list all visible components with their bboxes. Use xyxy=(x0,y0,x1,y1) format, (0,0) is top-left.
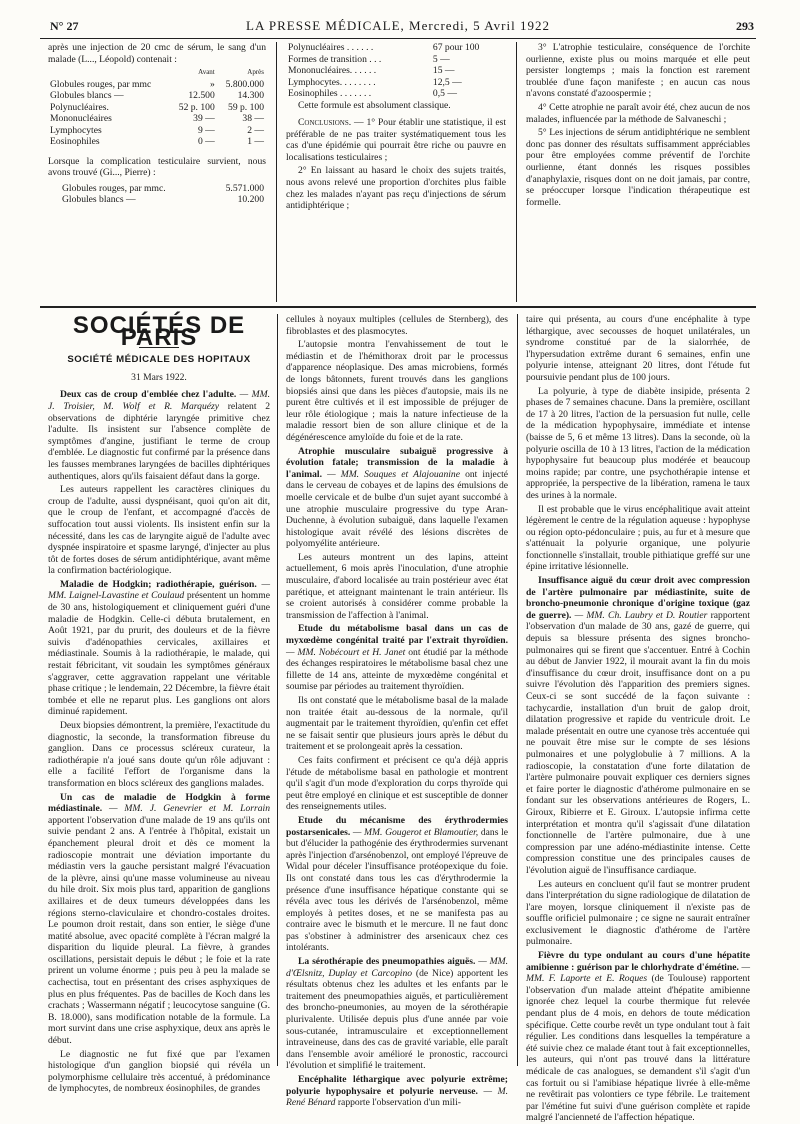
cell: Mononucléaires. . . . . . xyxy=(288,65,377,76)
society-name: SOCIÉTÉ MÉDICALE DES HOPITAUX xyxy=(67,354,251,366)
paragraph xyxy=(286,117,506,163)
table-row xyxy=(48,113,266,125)
cell: » xyxy=(209,78,215,90)
cell: Lymphocytes xyxy=(50,124,102,136)
paragraph: 2° En laissant au hasard le choix des sujets traités, nous avons relevé une proportion d'orchites plus faible chez les malades n'ayant pas reçu d'injections de sérum antidiphtérique ; xyxy=(286,165,506,212)
cell: Globules rouges, par mmc. xyxy=(62,182,166,194)
page-number: 293 xyxy=(736,19,754,33)
paragraph: La polyurie, à type de diabète insipide, présenta 2 phases de 7 semaines chacune. Dans la première, oscillant de 17 à 20 litres, l'action de la persuasion fut nulle, celle de la médication hypophysaire, immédiate et intense (baisse de 5, 6 et même 13 litres). Dans la seconde, où la polyurie oscilla de 10 à 13 litres, l'action de la médication hypophysaire fut beaucoup plus modérée et beaucoup moins rapide; par contre, une psychothérapie intense et appropriée, la perspective de la libération, ramena le taux des urines à la normale. xyxy=(526,385,750,501)
cell: 5 — xyxy=(432,53,450,65)
article-heading: La sérothérapie des pneumopathies aiguës. xyxy=(298,956,476,968)
cell: 12,5 — xyxy=(432,76,462,88)
issue-number: N° 27 xyxy=(50,19,79,33)
column-rule xyxy=(276,42,277,302)
table-row xyxy=(48,102,266,114)
authors: — M. René Bénard xyxy=(286,1085,508,1109)
paragraph: après une injection de 20 cmc de sérum, le sang d'un malade (L..., Léopold) contenait : xyxy=(48,42,266,65)
column-header: Après xyxy=(247,68,264,77)
text: présentent un homme de 30 ans, histologiquement et cliniquement guéri d'une maladie de Hodgkin. Celle-ci débuta brutalement, en Août 1921, par du prurit, des douleurs et de la fièvre suivis d'adénopathies cervicales, axillaires et médiastinale. Soumis à la radiothérapie, le malade, qui restait fébricitant, vit soudain les symptômes généraux s'aggraver, cette aggravation rappelant une véritable phase critique ; le lendemain, 22 Décembre, la fièvre était tombée et elle ne reparut plus. Les ganglions ont alors diminué rapidement. xyxy=(48,590,270,718)
article xyxy=(286,815,508,954)
text: rapportent l'observation d'un malade de 30 ans, gazé de guerre, qui depuis sa blessure présenta des signes broncho-pulmonaires qui se firent que s'accentuer. Entré à Cochin au début de Janvier 1922, il mourait avant la fin du mois d'insuffisance du cœur droit, insuffisance dont on a pu suivre l'évolution dès l'apparition des premiers signes. Ceux-ci se sont succédé de la façon suivante : tachycardie, installation d'un bruit de galop droit, dilatation progressive et rapide du ventricule droit. Le malade présentait en outre une cyanose très accentuée qui ne pouvait être mise sur le compte de ses lésions pulmonaires et une polyglobulie à 7 millions. A la radioscopie, la constatation d'une forte dilatation de l'artère pulmonaire pouvait expliquer ces derniers signes et faire porter le diagnostic d'athérome pulmonaire en se fondant sur les observations antérieures de Rogers, L. Giroux, Ribierre et E. Giroux. L'autopsie infirma cette interprétation et montra qu'il s'agissait d'une dilatation fonctionnelle de l'artère pulmonaire, due à une compression par une adéno-médiastinite intense. Cette compression constitue une des principales causes de l'évolution aiguë de l'insuffisance cardiaque. xyxy=(526,609,751,876)
masthead-title: LA PRESSE MÉDICALE, Mercredi, 5 Avril 1922 xyxy=(246,18,550,33)
cell: Globules blancs — xyxy=(62,194,136,206)
cell: Formes de transition . . . xyxy=(288,53,382,65)
paragraph: Les auteurs montrent un des lapins, atteint actuellement, 6 mois après l'inoculation, d'une atrophie musculaire, d'abord localisée au train postérieur avec état parétique, et atteignant maintenant le train antérieur. Ils se croient autorisés à considérer comme probable la transmission de l'affection à l'animal. xyxy=(286,551,508,621)
cell: 0 — xyxy=(197,136,215,148)
cell: 9 — xyxy=(197,124,215,136)
authors: — MM. Souques et Alajouanine xyxy=(321,468,460,480)
paragraph: Le diagnostic ne fut fixé que par l'examen histologique d'un ganglion biopsié qui révéla un polymorphisme cellulaire très accentué, à prédominance de lymphocytes, de nombreux éosinophiles, de grandes xyxy=(48,1048,270,1095)
cell: 52 p. 100 xyxy=(178,101,215,113)
paragraph: Les auteurs en concluent qu'il faut se montrer prudent dans l'interprétation du signe radiologique de dilatation de l'are moyen, lorsque cliniquement il n'existe pas de souffle orificiel pulmonaire ; ce signe ne saurait entraîner exclusivement le diagnostic d'athérome de l'artère pulmonaire. xyxy=(526,878,750,948)
authors: — MM. F. Laporte et E. Roques xyxy=(526,961,750,985)
section-title: SOCIÉTÉS DE PARIS xyxy=(72,312,246,351)
cell: 12.500 xyxy=(188,90,215,102)
blood-count-table xyxy=(48,67,266,148)
table-row xyxy=(286,42,506,54)
blood-count-table-2 xyxy=(48,183,266,206)
article-heading: Un cas de maladie de Hodgkin à forme médiastinale. xyxy=(48,791,270,815)
column-header: Avant xyxy=(198,68,215,77)
table-row xyxy=(286,54,506,66)
paragraph: Deux biopsies démontrent, la première, l'exactitude du diagnostic, la seconde, la transformation fibreuse du ganglion. Dans ce processus scléreux curateur, la radiothérapie n'a joué sans doute qu'un rôle adjuvant : elle a facilité l'effort de l'organisme dans la transformation en blocs scléreux des ganglions malades. xyxy=(48,720,270,789)
table-row xyxy=(48,183,266,195)
text: — 1° Pour établir une statistique, il est préférable de ne pas traiter systématiquement tous les cas d'une épidémie qui pourrait être riche ou pauvre en localisations testiculaires ; xyxy=(286,117,506,163)
paragraph: taire qui présenta, au cours d'une encéphalite à type léthargique, avec secousses de hoquet unilatérales, un syndrome constitué par de la sialorrhée, de l'hypersudation extrême durant 6 semaines, enfin une polyurie intense, atteignant 20 litres, dont l'étude fut poursuivie pendant plus de 100 jours. xyxy=(526,314,750,383)
paragraph: Cette formule est absolument classique. xyxy=(298,99,451,111)
formula-table xyxy=(286,42,506,100)
cell: Polynucléaires . . . . . . xyxy=(288,42,374,53)
page-header xyxy=(40,16,756,39)
cell: 10.200 xyxy=(237,194,264,206)
article xyxy=(286,956,508,1072)
paragraph: Lorsque la complication testiculaire survient, nous avons trouvé (Gi..., Pierre) : xyxy=(48,155,266,179)
authors: — MM. Laignel-Lavastine et Coulaud xyxy=(48,578,270,602)
authors: — MM. J. Troisier, M. Wolf et R. Marquézy xyxy=(48,389,270,412)
cell: Lymphocytes. . . . . . . . xyxy=(288,76,376,88)
paragraph: Ils ont constaté que le métabolisme basal de la malade non traitée était au-dessous de la normale, qu'il augmentait par le traitement thyroïdien, qu'enfin cet effet ne se faisait sentir que plusieurs jours après le début du traitement et se prolongeait après la cessation. xyxy=(286,695,508,753)
text: relatent 2 observations de diphtérie laryngée primitive chez l'adulte. Ils insistent sur l'absence complète de symptômes d'angine, justifiant le terme de croup d'emblée. Le diagnostic fut confirmé par la présence dans les fausses membranes laryngées de bacilles diphtériques authentiques, alors qu'ils faisaient défaut dans la gorge. xyxy=(48,400,270,482)
paragraph: cellules à noyaux multiples (cellules de Sternberg), des fibroblastes et des plasmocytes. xyxy=(286,314,508,337)
top-column-1 xyxy=(48,42,266,206)
article xyxy=(48,792,270,1047)
article-heading: Maladie de Hodgkin; radiothérapie, guérison. xyxy=(60,578,257,590)
article xyxy=(286,1074,508,1109)
article-heading: Fièvre du type ondulant au cours d'une hépatite amibienne : guérison par le chlorhydrate d'émétine. xyxy=(526,950,750,973)
cell: Mononucléaires xyxy=(50,113,112,125)
text: ont étudié par la méthode des échanges respiratoires le métabolisme basal chez une fillette de 14 ans, atteinte de myxœdème congénital et soumise par périodes au traitement thyroïdien. xyxy=(286,646,508,693)
text: ont injecté dans le cerveau de cobayes et de lapins des émulsions de moelle cervicale et de bulbe d'un sujet ayant succombé à une atrophie musculaire progressive du type Aran-Duchenne, à évolution subaiguë, dans laquelle l'examen histologique avait révélé des lésions discrètes de polyomyélite antérieure. xyxy=(286,468,508,550)
text: apportent l'observation d'une malade de 19 ans qu'ils ont suivie pendant 2 ans. A l'entrée à l'hôpital, existait un épanchement pleural droit et dès ce moment la radioscopie montrait une déviation importante du médiastin vers la gauche persistant malgré l'évacuation de la plèvre, ainsi qu'une masse volumineuse au niveau du hile droit. Six mois plus tard, apparition de ganglions axillaires et de deux tumeurs développées dans les régions sterno-claviculaire et chondro-costales droites. Le poumon droit restait, dans son entier, le siège d'une matité absolue, avec opacité complète à l'écran malgré la disparition du liquide pleural. La fièvre, à grandes oscillations, persistait depuis le début ; le foie et la rate prirent un volume énorme ; puis peu à peu la malade se cachectisa, tout en présentant des crises asphyxiques de plus en plus fréquentes. Pas de bacilles de Koch dans les crachats ; Wassermann négatif ; leucocytose sanguine (G. B. 18.000), sans modification notable de la formule. La mort survint dans une crise asphyxique, deux ans après le début. xyxy=(48,814,270,1047)
table-row xyxy=(48,125,266,137)
article-heading: Atrophie musculaire subaiguë progressive à évolution fatale; transmission de la maladie à l'animal. xyxy=(286,445,508,480)
cell: 5.800.000 xyxy=(225,78,264,90)
article xyxy=(48,389,270,482)
cell: 0,5 — xyxy=(432,88,457,99)
authors-origin: (de Toulouse) xyxy=(647,973,707,985)
article xyxy=(286,446,508,550)
column-rule xyxy=(517,314,518,1066)
lower-column-3 xyxy=(526,314,751,1124)
article-heading: Etude du métabolisme basal dans un cas de myxœdème congénital traité par l'extrait thyroïdien. xyxy=(286,623,508,647)
article xyxy=(526,950,750,1124)
cell: 59 p. 100 xyxy=(228,101,264,113)
table-row xyxy=(48,136,266,148)
paragraph: Ces faits confirment et précisent ce qu'a déjà appris l'étude de métabolisme basal en pathologie et montrent qu'il s'agit d'un mode d'exploration du corps thyroïde qui peut être employé en clinique et est susceptible de donner des renseignements utiles. xyxy=(286,754,508,813)
table-row xyxy=(48,194,266,206)
paragraph: 5° Les injections de sérum antidiphtérique ne semblent donc pas donner des résultats suffisamment appréciables pour être employées comme préventif de l'orchite ourlienne, étant donnés les risques possibles d'anaphylaxie, risques dont on ne doit jamais, par contre, se préoccuper lorsque l'indication thérapeutique est formelle. xyxy=(526,127,750,208)
text: apportent les résultats obtenus chez les adultes et les enfants par le traitement des pneumopathies aiguës, et particulièrement des broncho-pneumonies, au moyen de la sérothérapie plurivalente. Utilisée depuis plus d'une année par voie sous-cutanée, intramusculaire et exceptionnellement intraveineuse, dans des cas de gravité variable, elle paraît dans l'ensemble avoir amélioré le pronostic, raccourci l'évolution et simplifié le traitement. xyxy=(286,967,508,1072)
column-rule xyxy=(516,42,517,302)
cell: 14.300 xyxy=(237,90,264,102)
cell: 15 — xyxy=(432,65,455,76)
article xyxy=(48,579,270,718)
paragraph: Il est probable que le virus encéphalitique avait atteint légèrement le centre de la régulation aqueuse : hypophyse ou région opto-pédonculaire ; puis, au fur et à mesure que s'atténuait la polyurie organique, une polyurie fonctionnelle s'installait, trouble pithiatique greffé sur une épine irritative lésionnelle. xyxy=(526,503,750,573)
cell: 67 pour 100 xyxy=(432,42,480,53)
authors: — MM. Ch. Laubry et D. Routier xyxy=(571,609,708,621)
cell: Eosinophiles xyxy=(50,136,100,148)
paragraph: 4° Cette atrophie ne paraît avoir été, chez aucun de nos malades, influencée par la méthode de Salvaneschi ; xyxy=(526,101,750,125)
article-heading: Etude du mécanisme des érythrodermies postarsenicales. xyxy=(286,814,508,838)
article-heading: Deux cas de croup d'emblée chez l'adulte. xyxy=(60,389,237,401)
table-row xyxy=(286,65,506,77)
cell: 39 — xyxy=(193,113,215,125)
text: dans le but d'élucider la pathogénie des érythrodermies survenant après l'injection d'arsénobenzol, ont employé l'épreuve de Widal pour déceler l'insuffisance protéopexique du foie. Ils ont constaté dans tous les cas d'érythrodermie la présence d'une insuffisance hépatique constante qui se révéla avec tous les dérivés de l'arsénobenzol, même employés à petites doses, et ne se manifesta pas au contraire avec le bismuth et le mercure. Il ne faut donc pas s'obstiner à administrer des arsenicaux chez ces intolérants. xyxy=(286,826,508,954)
article xyxy=(526,575,750,876)
top-column-3 xyxy=(526,42,750,210)
text: rapporte l'observation d'un mili- xyxy=(335,1097,461,1109)
cell: 1 — xyxy=(247,136,264,148)
authors: — MM. Nobécourt et H. Janet xyxy=(286,646,406,658)
table-row xyxy=(48,79,266,91)
authors: — MM. J. Genevrier et M. Lorrain xyxy=(102,803,270,815)
article xyxy=(286,623,508,693)
paragraph: Les auteurs rappellent les caractères cliniques du croup de l'adulte, aussi dyspnéisant, quoi qu'on ait dit, que le croup de l'enfant, et accompagné d'accès de suffocation tout aussi violents. Ils insistent enfin sur la nécessité, dans les cas de laryngite aiguë de l'adulte avec dyspnée inspiratoire et spasme laryngé, d'injecter au plus tôt de fortes doses de sérum antidiphtérique, avant même la confirmation bactériologique. xyxy=(48,484,270,577)
authors: — MM. Gougerot et Blamoutier, xyxy=(350,826,479,838)
cell: 5.571.000 xyxy=(225,182,264,194)
section-rule xyxy=(40,306,756,308)
cell: 38 — xyxy=(242,113,264,125)
article-heading: Encéphalite léthargique avec polyurie extrême; polyurie hypophysaire et polyurie nerveuse. xyxy=(286,1074,508,1097)
conclusions-label: Conclusions. xyxy=(298,117,352,129)
column-rule xyxy=(277,314,278,1066)
top-column-2 xyxy=(286,42,506,214)
cell: Eosinophiles . . . . . . . xyxy=(288,88,372,99)
cell: Globules rouges, par mmc xyxy=(50,78,152,90)
lower-column-2 xyxy=(286,314,508,1109)
cell: 2 — xyxy=(247,124,264,136)
table-row xyxy=(286,88,506,100)
table-row xyxy=(286,77,506,89)
paragraph: 3° L'atrophie testiculaire, conséquence de l'orchite ourlienne, existe plus ou moins marquée et elle peut persister longtemps ; mais la fonction est rarement troublée d'une façon manifeste ; en aucun cas nous n'avons constaté d'azoospermie ; xyxy=(526,42,750,100)
text: rapportent l'observation d'un malade atteint d'hépatite amibienne ignorée chez lequel la courbe thermique fut relevée pendant plus de 4 mois, en dehors de toute médication spécifique. Cette courbe revêt un type ondulant tout à fait régulier. Les conditions dans lesquelles la température a été suivie chez ce malade étant tout à fait exceptionnelles, les auteurs, qui n'ont pas trouvé dans la littérature médicale de cas analogues, se demandent s'il s'agit d'un cas fortuit ou si l'amibiase hépatique livrée à elle-même ne revêtirait pas volontiers ce type fébrile. Le traitement par l'émétine fut suivi d'une guérison complète et rapide malgré l'ancienneté de l'affection hépatique. xyxy=(526,973,750,1124)
authors-origin: (de Nice) xyxy=(412,967,454,979)
meeting-date: 31 Mars 1922. xyxy=(131,371,187,383)
lower-column-1 xyxy=(48,312,270,1095)
paragraph: L'autopsie montra l'envahissement de tout le médiastin et de l'hémithorax droit par le processus d'apparence néoplasique. Des amas microbiens, formés de longs bâtonnets, furent trouvés dans les ganglions biopsiés ainsi que dans les pièces d'autopsie, mais ils ne purent être cultivés et il est impossible de préjuger de leur rôle étiologique ; mais la nature infectieuse de la maladie ressort bien de son allure clinique et de la dégénérescence amyloïde du foie et de la rate. xyxy=(286,339,508,443)
newspaper-page xyxy=(40,16,756,1124)
article-heading: Insuffisance aiguë du cœur droit avec compression de l'artère pulmonaire par médiastinite, suite de broncho-pneumonie chronique d'origine toxique (gaz de guerre). xyxy=(526,575,750,621)
cell: Polynucléaires. xyxy=(50,101,109,113)
table-row xyxy=(48,90,266,102)
cell: Globules blancs — xyxy=(50,90,124,102)
authors: — MM. d'Œlsnitz, Duplay et Carcopino xyxy=(286,956,508,979)
